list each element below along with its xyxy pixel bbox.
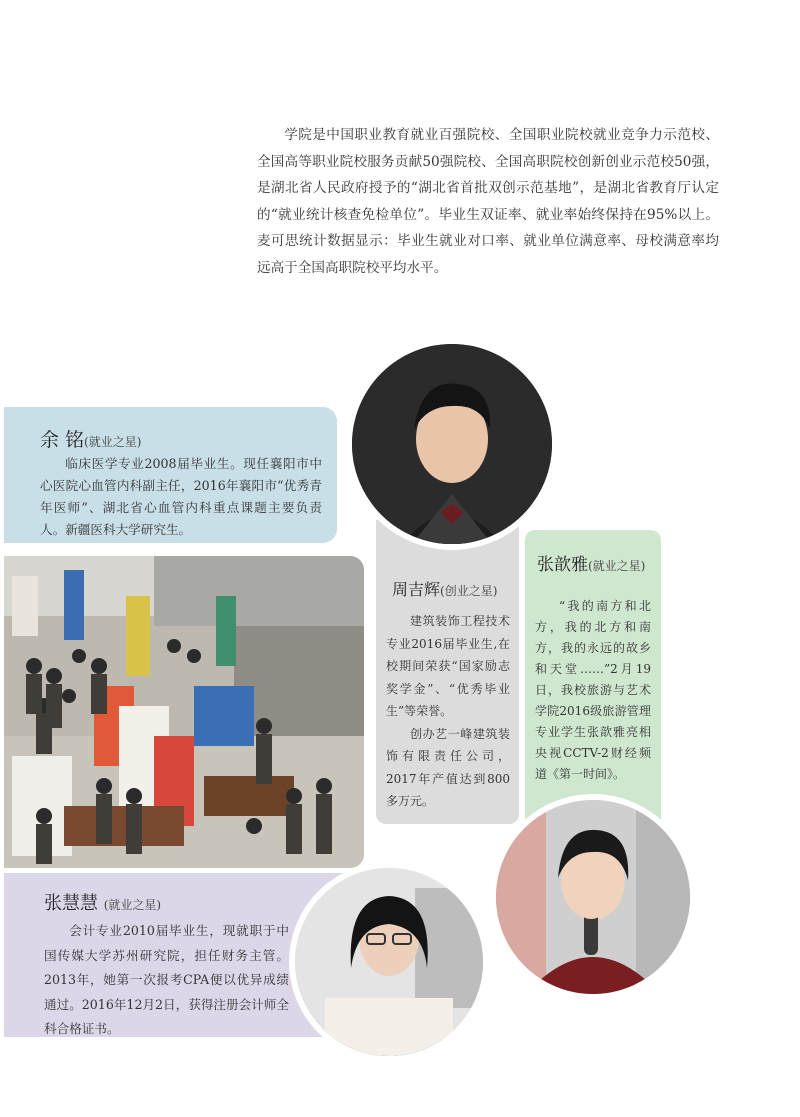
profile-tag: (就业之星) — [588, 559, 646, 573]
profile-tag: (创业之星) — [440, 584, 498, 598]
job-fair-photo — [4, 556, 364, 868]
profile-name-zhang-xinya — [537, 550, 645, 575]
name-text: 张歆雅 — [537, 555, 588, 575]
portrait-zhang-xinya — [490, 794, 696, 1000]
name-text: 张慧慧 — [44, 893, 98, 914]
job-fair-illustration — [4, 556, 364, 868]
portrait-illustration — [295, 868, 483, 1056]
portrait-illustration — [496, 800, 690, 994]
profile-name-zhou-jihui — [392, 577, 497, 600]
profile-body-zhang-huihui: 会计专业2010届毕业生，现就职于中国传媒大学苏州研究院，担任财务主管。2013年，她第一次报考CPA便以优异成绩通过。2016年12月2日，获得注册会计师全科合格证书。 — [44, 923, 289, 1036]
name-text: 余 铭 — [40, 429, 85, 451]
profile-tag: (就业之星) — [84, 435, 142, 449]
profile-body-para-1: 建筑装饰工程技术专业2016届毕业生,在校期间荣获“国家励志奖学金”、“优秀毕业生”等荣誉。 — [386, 614, 510, 718]
profile-card-yu-ming — [4, 407, 337, 543]
intro-paragraph: 学院是中国职业教育就业百强院校、全国职业院校就业竞争力示范校、全国高等职业院校服务贡献50强院校、全国高职院校创新创业示范校50强，是湖北省人民政府授予的“湖北省首批双创示范基地”，是湖北省教育厅认定的“就业统计核查免检单位”。毕业生双证率、就业率始终保持在95%以上。麦可思统计数据显示：毕业生就业对口率、就业单位满意率、母校满意率均远高于全国高职院校平均水平。 — [257, 127, 719, 276]
profile-body-zhang-xinya: “我的南方和北方，我的北方和南方，我的永远的故乡和天堂……”2月19日，我校旅游与艺术学院2016级旅游管理专业学生张歆雅亮相央视CCTV-2财经频道《第一时间》。 — [535, 599, 651, 781]
profile-card-zhou-jihui — [376, 520, 519, 824]
profile-tag: (就业之星) — [103, 898, 162, 912]
name-text: 周吉辉 — [392, 580, 441, 599]
portrait-illustration — [352, 344, 552, 544]
profile-name-yu-ming — [40, 425, 141, 452]
profile-body-yu-ming: 临床医学专业2008届毕业生。现任襄阳市中心医院心血管内科副主任，2016年襄阳市“优秀青年医师”、湖北省心血管内科重点课题主要负责人。新疆医科大学研究生。 — [40, 456, 322, 537]
profile-card-zhang-xinya — [525, 530, 661, 830]
profile-body-zhou-jihui — [386, 610, 510, 813]
profile-body-para-2: 创办艺一峰建筑装饰有限责任公司，2017年产值达到800多万元。 — [386, 726, 510, 808]
profile-name-zhang-huihui — [44, 889, 161, 915]
portrait-zhang-huihui — [289, 862, 489, 1062]
portrait-zhou-jihui — [346, 338, 558, 550]
